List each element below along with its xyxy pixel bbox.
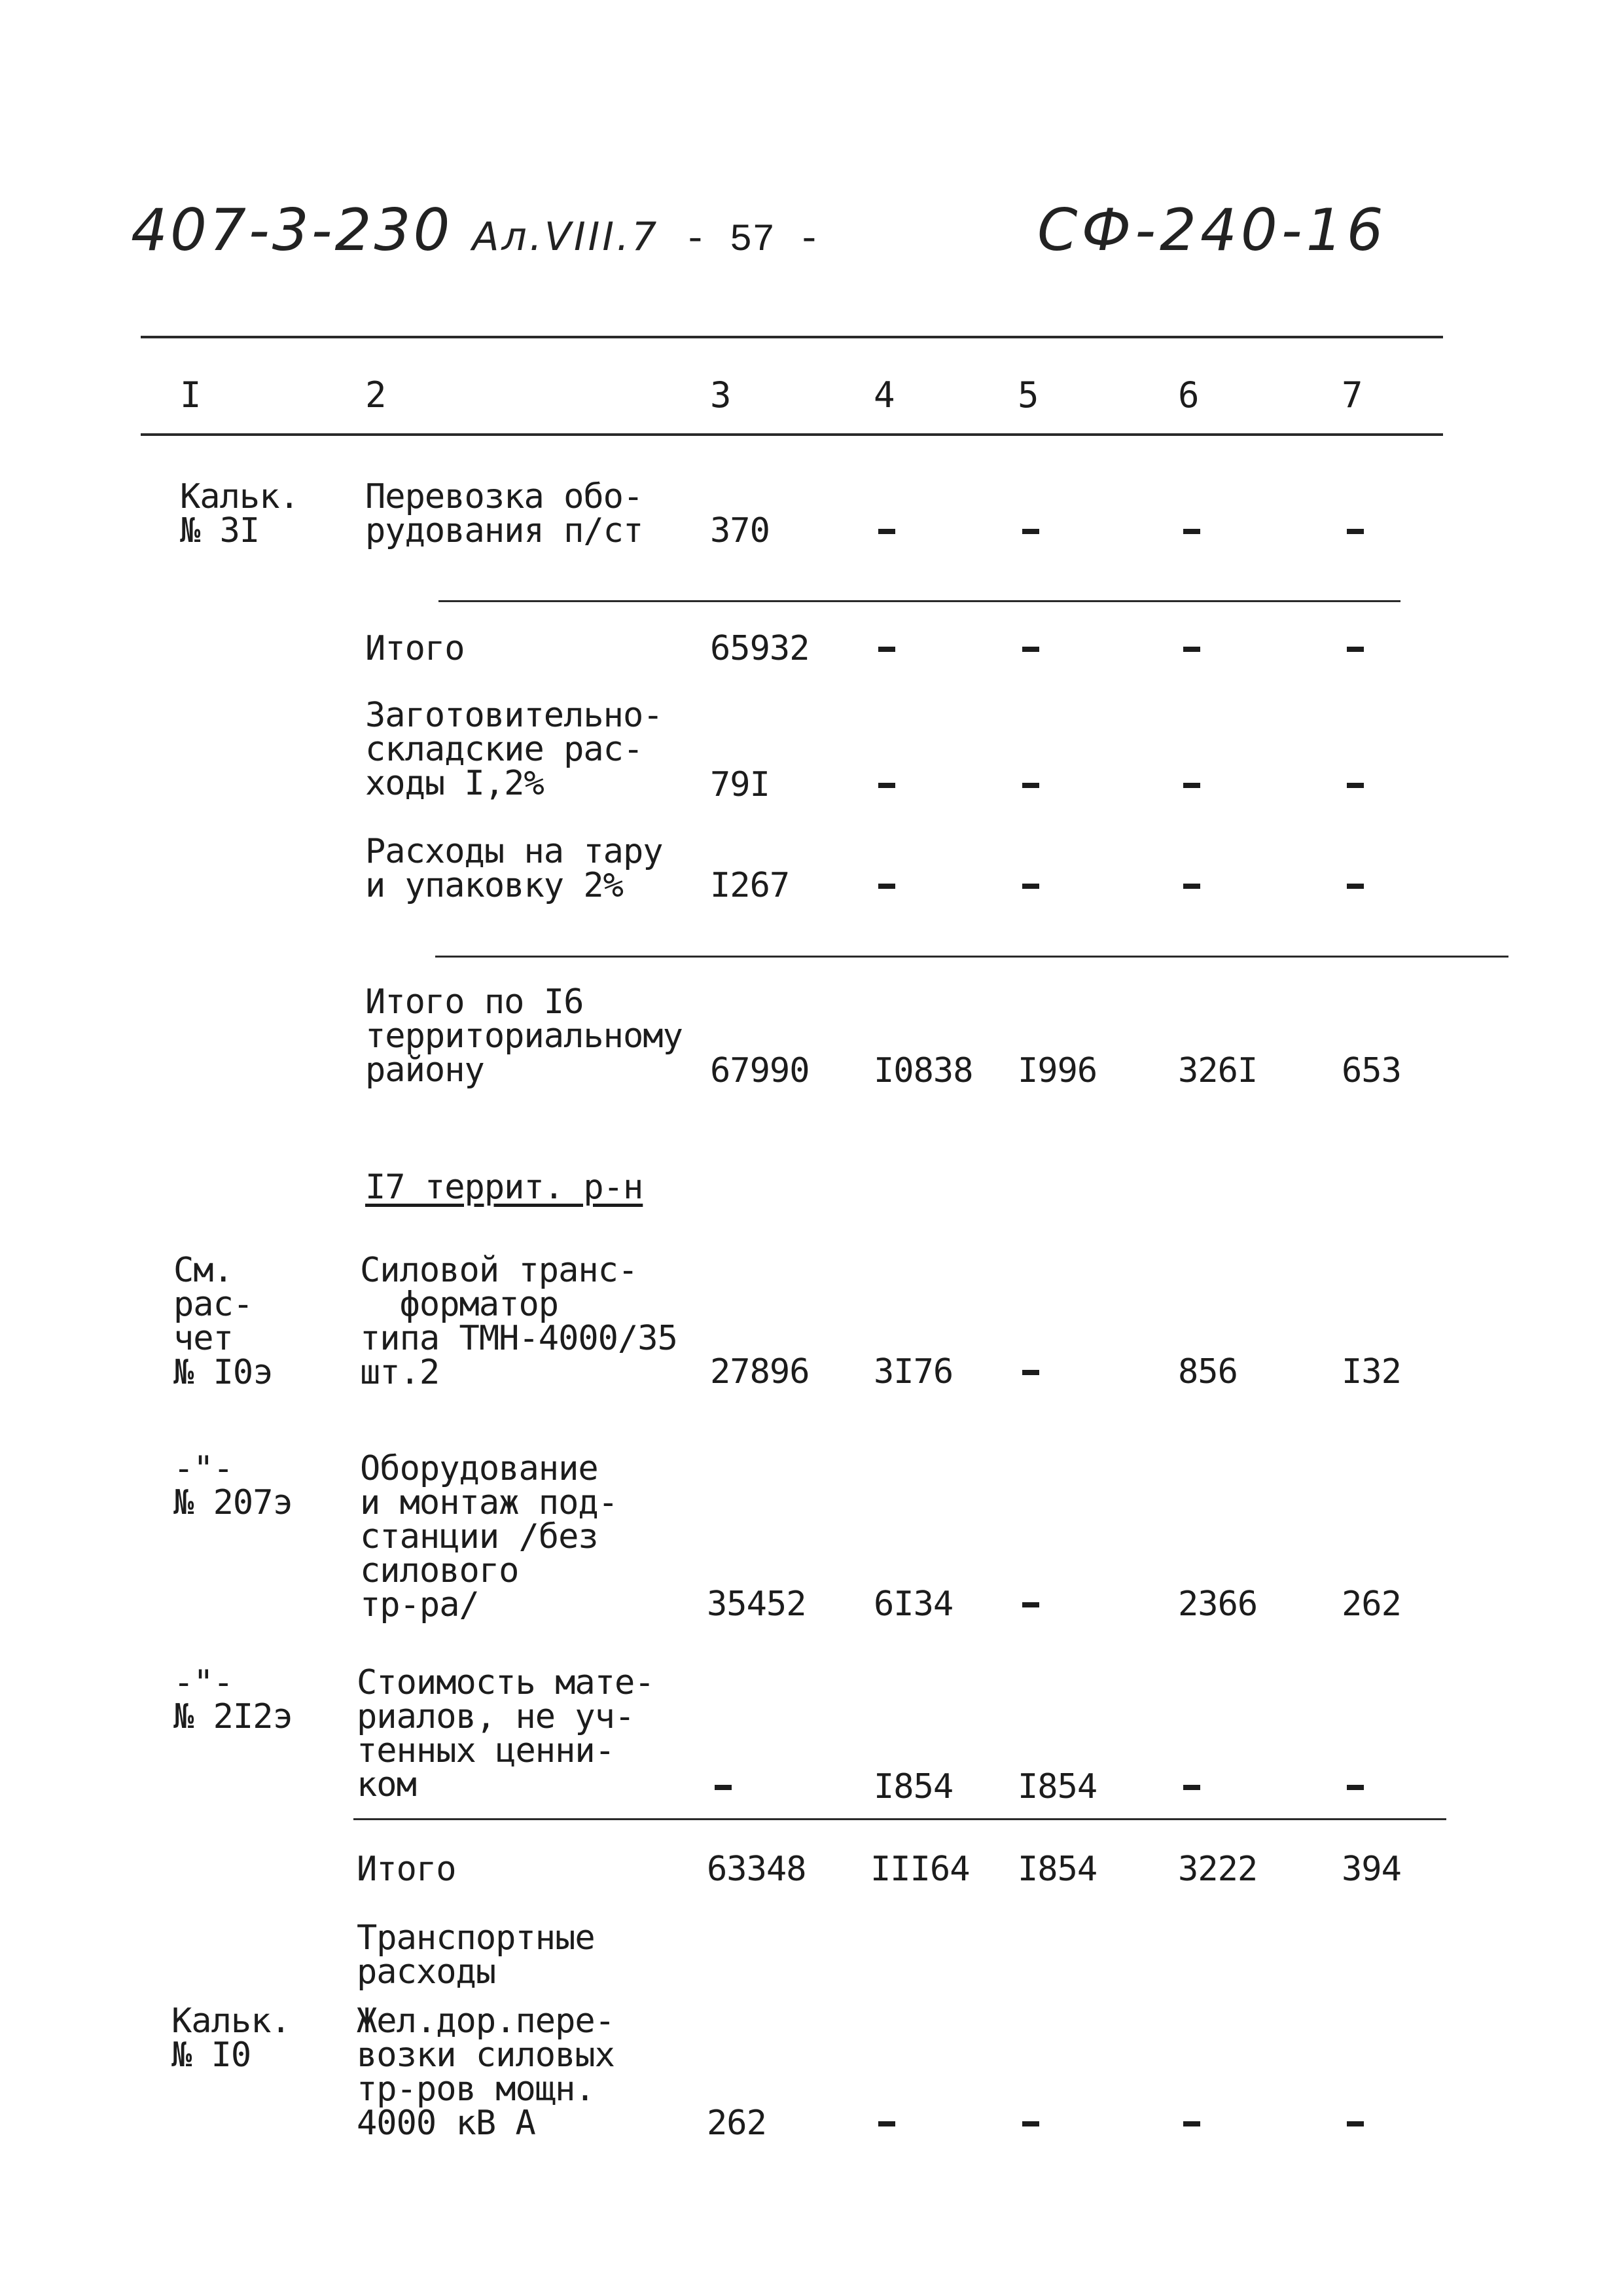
- row-ref: -"- № 2I2э: [173, 1663, 293, 1736]
- cell-col5: I854: [1018, 1850, 1097, 1889]
- cell-col7-dash: [1347, 647, 1364, 652]
- cell-col3: 65932: [710, 629, 810, 668]
- cell-col7-dash: [1347, 783, 1364, 788]
- cell-col6: 326I: [1178, 1051, 1258, 1090]
- document-code: 407-3-230 Ал.VIII.7: [131, 196, 660, 264]
- cell-col7-dash: [1347, 1785, 1364, 1790]
- column-header-7: 7: [1342, 374, 1363, 416]
- cell-col5-dash: [1022, 529, 1039, 534]
- cell-col4: 6I34: [874, 1585, 954, 1624]
- row-name: Силовой транс- форматор типа ТМН-4000/35 шт.2: [360, 1251, 677, 1392]
- column-header-6: 6: [1178, 374, 1199, 416]
- column-header-5: 5: [1018, 374, 1039, 416]
- row-name: Расходы на тару и упаковку 2%: [365, 832, 663, 905]
- cell-col6-dash: [1183, 529, 1200, 534]
- cell-col6: 856: [1178, 1352, 1238, 1391]
- cell-col4-dash: [878, 783, 895, 788]
- cell-col6: 3222: [1178, 1850, 1258, 1889]
- table-top-rule: [141, 336, 1443, 338]
- cell-col3-dash: [715, 1785, 732, 1790]
- cell-col3: 79I: [710, 765, 770, 804]
- row-name: Заготовительно- складские рас- ходы I,2%: [365, 696, 663, 803]
- row-ref: См. рас- чет № I0э: [173, 1251, 273, 1392]
- cell-col3: 67990: [710, 1051, 810, 1090]
- cell-col6-dash: [1183, 1785, 1200, 1790]
- cell-col3: 27896: [710, 1352, 810, 1391]
- row-name: Перевозка обо- рудования п/ст: [365, 477, 643, 550]
- cell-col7: I32: [1342, 1352, 1401, 1391]
- row-name: Итого: [357, 1850, 456, 1889]
- cell-col7: 394: [1342, 1850, 1401, 1889]
- sheet-code: СФ-240-16: [1037, 196, 1387, 264]
- row-ref: -"- № 207э: [173, 1449, 293, 1522]
- column-header-2: 2: [365, 374, 386, 416]
- row-name: Итого: [365, 629, 465, 668]
- cell-col7-dash: [1347, 884, 1364, 889]
- cell-col5-dash: [1022, 1602, 1039, 1607]
- row-name: Итого по I6 территориальному району: [365, 982, 683, 1090]
- cell-col3: 63348: [707, 1850, 806, 1889]
- cell-col6: 2366: [1178, 1585, 1258, 1624]
- column-header-3: 3: [710, 374, 731, 416]
- row-name: Жел.дор.пере- возки силовых тр-ров мощн. 4000 кВ А: [357, 2001, 615, 2143]
- table-header-rule: [141, 433, 1443, 436]
- row-ref: Кальк. № 3I: [180, 477, 299, 550]
- cell-col5: I854: [1018, 1767, 1097, 1806]
- subtotal-rule: [438, 600, 1400, 602]
- row-name: Транспортные расходы: [357, 1918, 595, 1992]
- cell-col5-dash: [1022, 783, 1039, 788]
- cell-col4-dash: [878, 529, 895, 534]
- cell-col5-dash: [1022, 2121, 1039, 2126]
- cell-col4-dash: [878, 2121, 895, 2126]
- cell-col6-dash: [1183, 783, 1200, 788]
- page-number: - 57 -: [684, 219, 821, 262]
- album-number: Ал.VIII.7: [472, 214, 660, 260]
- cell-col7: 653: [1342, 1051, 1401, 1090]
- column-header-1: I: [180, 374, 201, 416]
- cell-col4: I0838: [874, 1051, 973, 1090]
- cell-col4: 3I76: [874, 1352, 954, 1391]
- cell-col4: I854: [874, 1767, 954, 1806]
- subtotal-rule-2: [353, 1818, 1446, 1820]
- cell-col5: I996: [1018, 1051, 1097, 1090]
- cell-col3: 35452: [707, 1585, 806, 1624]
- row-ref: Кальк. № I0: [171, 2001, 291, 2075]
- row-name: Стоимость мате- риалов, не уч- тенных ценни- ком: [357, 1663, 654, 1804]
- cell-col3: 262: [707, 2104, 766, 2143]
- column-header-4: 4: [874, 374, 895, 416]
- cell-col6-dash: [1183, 2121, 1200, 2126]
- cell-col4-dash: [878, 884, 895, 889]
- cell-col4-dash: [878, 647, 895, 652]
- cell-col7-dash: [1347, 2121, 1364, 2126]
- total-rule: [435, 956, 1508, 958]
- cell-col5-dash: [1022, 647, 1039, 652]
- row-name: Оборудование и монтаж под- станции /без силового тр-ра/: [360, 1449, 618, 1624]
- cell-col6-dash: [1183, 647, 1200, 652]
- cell-col3: I267: [710, 866, 790, 905]
- cell-col7-dash: [1347, 529, 1364, 534]
- section-heading: I7 террит. р-н: [365, 1168, 643, 1207]
- cell-col7: 262: [1342, 1585, 1401, 1624]
- cell-col5-dash: [1022, 884, 1039, 889]
- cell-col4: III64: [870, 1850, 970, 1889]
- cell-col5-dash: [1022, 1370, 1039, 1375]
- cell-col6-dash: [1183, 884, 1200, 889]
- cell-col3: 370: [710, 511, 770, 550]
